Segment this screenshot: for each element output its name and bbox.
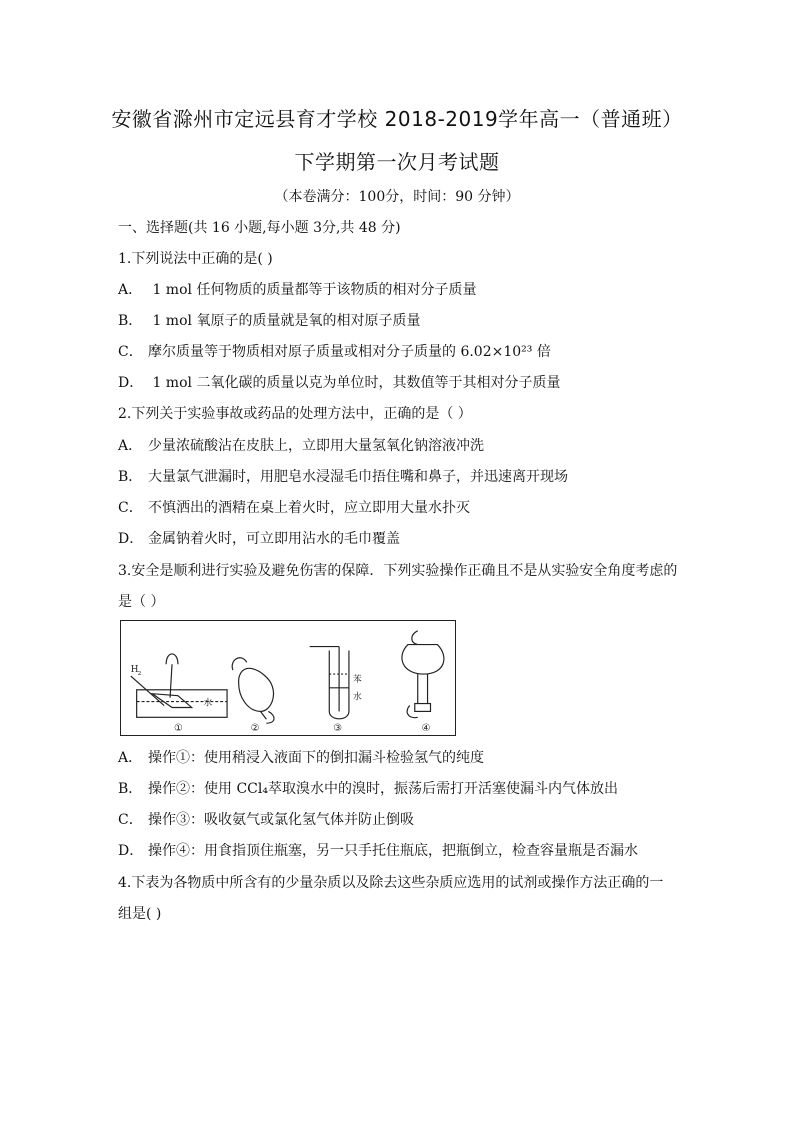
question-1-option-a <box>118 280 476 300</box>
label-water: 水 <box>203 698 213 709</box>
option-text: 金属钠着火时，可立即用沾水的毛巾覆盖 <box>148 531 400 547</box>
option-letter: A． <box>118 438 143 454</box>
option-text: 1 mol 二氧化碳的质量以克为单位时，其数值等于其相对分子质量 <box>148 375 561 391</box>
option-letter: C． <box>118 344 143 360</box>
question-3-option-c <box>118 810 414 830</box>
section-heading: 一、选择题(共 16 小题,每小题 3分,共 48 分) <box>118 220 401 236</box>
lab-apparatus-drawing <box>121 621 455 735</box>
apparatus-3 <box>310 647 349 719</box>
label-benzene: 苯 <box>352 674 362 685</box>
caption-4: ④ <box>421 723 431 735</box>
flask-bulb <box>402 645 444 674</box>
option-text: 操作④：用食指顶住瓶塞，另一只手托住瓶底，把瓶倒立，检查容量瓶是否漏水 <box>148 843 638 859</box>
option-text: 操作①：使用稍浸入液面下的倒扣漏斗检验氢气的纯度 <box>148 750 484 766</box>
funnel-stem <box>170 664 172 697</box>
question-2-option-a <box>118 436 484 456</box>
option-letter: D． <box>118 843 144 859</box>
option-letter: A． <box>118 282 143 298</box>
label-h2-sub: 2 <box>137 671 142 678</box>
option-letter: C． <box>118 812 143 828</box>
apparatus-2 <box>232 658 274 723</box>
question-1-option-c <box>118 342 551 362</box>
question-1-option-d <box>118 373 560 393</box>
caption-1: ① <box>174 723 183 735</box>
question-3-stem-line1: 3.安全是顺利进行实验及避免伤害的保障．下列实验操作正确且不是从实验安全角度考虑的 <box>118 563 678 579</box>
option-text: 操作②：使用 CCl₄萃取溴水中的溴时，振荡后需打开活塞使漏斗内气体放出 <box>148 781 618 797</box>
label-water-2: 水 <box>352 692 362 703</box>
apparatus-1 <box>131 654 227 717</box>
option-letter: B． <box>118 781 143 797</box>
question-1-stem: 1.下列说法中正确的是( ) <box>118 251 273 267</box>
question-3-option-b <box>118 779 618 799</box>
option-letter: C． <box>118 500 143 516</box>
question-2-option-b <box>118 467 568 487</box>
exam-title-line2: 下学期第一次月考试题 <box>294 150 500 174</box>
option-text: 摩尔质量等于物质相对原子质量或相对分子质量的 6.02×10²³ 倍 <box>148 344 551 360</box>
option-text: 大量氯气泄漏时，用肥皂水浸湿毛巾捂住嘴和鼻子，并迅速离开现场 <box>148 469 568 485</box>
option-text: 少量浓硫酸沾在皮肤上，立即用大量氢氧化钠溶液冲洗 <box>148 438 484 454</box>
option-text: 1 mol 氧原子的质量就是氧的相对原子质量 <box>148 313 421 329</box>
label-h2: H <box>130 665 139 676</box>
question-3-stem-line2: 是（ ） <box>118 594 165 610</box>
caption-2: ② <box>250 723 260 735</box>
question-3-option-d <box>118 841 638 861</box>
hand-top <box>232 658 247 670</box>
option-letter: D． <box>118 531 144 547</box>
question-2-option-d <box>118 529 400 549</box>
lab-apparatus-figure <box>120 620 456 736</box>
option-letter: D． <box>118 375 144 391</box>
separatory-funnel-body <box>239 668 274 711</box>
option-text: 1 mol 任何物质的质量都等于该物质的相对分子质量 <box>148 282 477 298</box>
exam-title-line1: 安徽省滁州市定远县育才学校 2018-2019学年高一（普通班） <box>111 107 683 131</box>
option-letter: A． <box>118 750 143 766</box>
option-text: 不慎洒出的酒精在桌上着火时，应立即用大量水扑灭 <box>148 500 470 516</box>
option-text: 操作③：吸收氨气或氯化氢气体并防止倒吸 <box>148 812 414 828</box>
hand-shape <box>166 654 178 664</box>
caption-3: ③ <box>333 723 343 735</box>
question-3-option-a <box>118 748 484 768</box>
hand-bottom <box>266 711 274 723</box>
funnel-tip <box>260 711 266 719</box>
question-4-stem-line1: 4.下表为各物质中所含有的少量杂质以及除去这些杂质应选用的试剂或操作方法正确的一 <box>118 875 664 891</box>
hand-on-base <box>412 631 418 645</box>
exam-subtitle: （本卷满分：100分，时间：90 分钟） <box>274 189 520 205</box>
question-2-option-c <box>118 498 470 518</box>
question-2-stem: 2.下列关于实验事故或药品的处理方法中，正确的是（ ） <box>118 406 472 422</box>
question-1-option-b <box>118 311 420 331</box>
apparatus-4 <box>402 631 444 718</box>
stopper <box>415 704 431 712</box>
question-4-stem-line2: 组是( ) <box>118 906 162 922</box>
option-letter: B． <box>118 469 143 485</box>
option-letter: B． <box>118 313 143 329</box>
